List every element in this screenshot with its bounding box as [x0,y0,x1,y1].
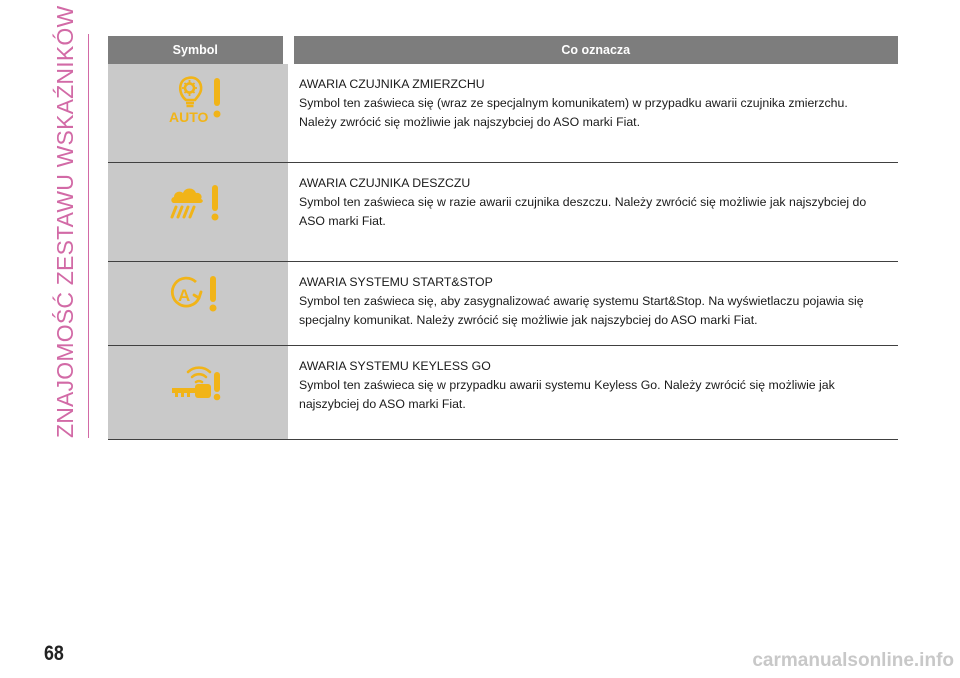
table-row [108,262,898,346]
row-title: AWARIA SYSTEMU KEYLESS GO [299,359,491,373]
start-stop-failure-icon [166,274,230,319]
dusk-sensor-failure-icon [166,74,230,129]
description-cell [299,163,898,262]
section-title: ZNAJOMOŚĆ ZESTAWU WSKAŹNIKÓW [52,5,78,438]
start-stop-a-label: A [178,286,191,305]
description-cell [299,346,898,440]
row-body: Symbol ten zaświeca się w przypadku awarii systemu Keyless Go. Należy zwrócić się możliwie jak najszybciej do ASO marki Fiat. [299,378,835,411]
row-title: AWARIA CZUJNIKA ZMIERZCHU [299,77,485,91]
dusk-sensor-auto-label: AUTO [169,109,209,124]
header-meaning: Co oznacza [288,36,898,64]
row-title: AWARIA CZUJNIKA DESZCZU [299,176,471,190]
table-header-row [108,36,898,64]
rain-sensor-failure-icon [166,183,230,228]
table-row [108,64,898,163]
watermark: carmanualsonline.info [752,650,954,671]
table-row [108,346,898,440]
row-body: Symbol ten zaświeca się w razie awarii czujnika deszczu. Należy zwrócić się możliwie jak najszybciej do ASO marki Fiat. [299,195,867,228]
description-cell [299,64,898,163]
description-cell [299,262,898,346]
keyless-go-failure-icon [166,358,230,407]
page-number: 68 [44,642,64,665]
header-symbol: Symbol [108,36,288,64]
row-body: Symbol ten zaświeca się, aby zasygnalizować awarię systemu Start&Stop. Na wyświetlaczu pojawia się specjalny komunikat. Należy zwrócić się możliwie jak najszybciej do ASO marki Fiat. [299,294,864,327]
icon-cell [108,346,288,440]
icon-cell [108,163,288,262]
symbols-table [108,36,898,440]
icon-cell [108,64,288,163]
row-title: AWARIA SYSTEMU START&STOP [299,275,493,289]
icon-cell [108,262,288,346]
row-body: Symbol ten zaświeca się (wraz ze specjalnym komunikatem) w przypadku awarii czujnika zmierzchu. Należy zwrócić się możliwie jak najszybciej do ASO marki Fiat. [299,96,848,129]
table-row [108,163,898,262]
side-rule [88,34,89,438]
